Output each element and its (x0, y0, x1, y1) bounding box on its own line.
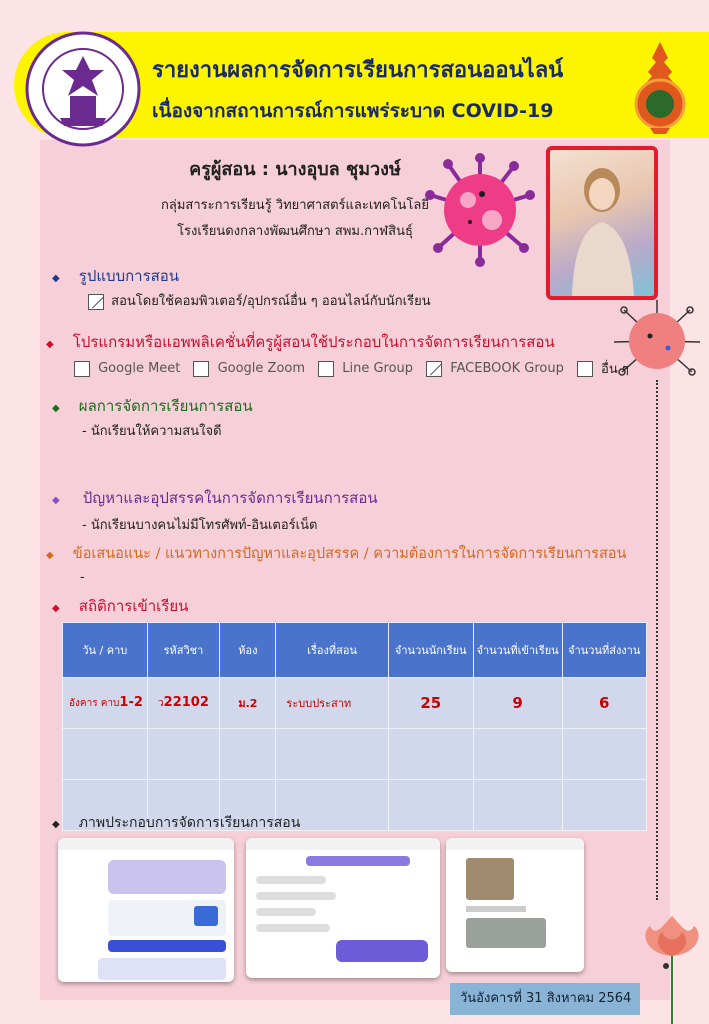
column-header: จำนวนที่ส่งงาน (562, 623, 646, 678)
checkbox-line-group[interactable] (318, 361, 334, 377)
table-header-row (63, 623, 647, 678)
empty-cell (63, 729, 148, 780)
chat-screenshot-3 (446, 838, 584, 972)
diamond-bullet-icon: ◆ (46, 339, 54, 350)
section-teaching-format (52, 264, 179, 288)
chat-screenshot-1 (58, 838, 234, 982)
obec-emblem-icon (624, 40, 696, 136)
section-results (52, 394, 253, 418)
diamond-bullet-icon: ◆ (52, 819, 60, 830)
option-google-zoom: Google Zoom (217, 361, 306, 376)
checkbox-google-meet[interactable] (74, 361, 90, 377)
section-suggestions (46, 542, 626, 565)
empty-cell (220, 729, 276, 780)
option-line-group: Line Group (342, 361, 414, 376)
checkbox-other[interactable] (577, 361, 593, 377)
table-row (63, 678, 647, 729)
results-text: - นักเรียนให้ความสนใจดี (82, 424, 222, 439)
school-emblem-icon (24, 30, 142, 148)
teacher-name: ครูผู้สอน : นางอุบล ชุมวงษ์ (189, 159, 401, 180)
diamond-bullet-icon: ◆ (52, 273, 60, 284)
section-heading: โปรแกรมหรือแอพพลิเคชั่นที่ครูผู้สอนใช้ประกอบในการจัดการเรียนการสอน (72, 333, 555, 351)
empty-cell (147, 729, 220, 780)
empty-cell (473, 729, 562, 780)
empty-cell (388, 729, 473, 780)
teacher-photo (546, 146, 658, 300)
chat-screenshot-2 (246, 838, 440, 978)
empty-cell (388, 780, 473, 831)
checkbox-google-zoom[interactable] (193, 361, 209, 377)
empty-cell (473, 780, 562, 831)
column-header: จำนวนนักเรียน (388, 623, 473, 678)
diamond-bullet-icon: ◆ (46, 550, 54, 561)
report-date: วันอังคารที่ 31 สิงหาคม 2564 (450, 983, 640, 1015)
teaching-format-option (88, 290, 431, 311)
option-facebook-group: FACEBOOK Group (450, 361, 564, 376)
virus-icon (420, 150, 540, 270)
column-header: ห้อง (220, 623, 276, 678)
section-heading: ข้อเสนอแนะ / แนวทางการปัญหาและอุปสรรค / ความต้องการในการจัดการเรียนการสอน (72, 546, 627, 562)
section-heading: ปัญหาและอุปสรรคในการจัดการเรียนการสอน (82, 489, 378, 507)
checkbox-facebook-group[interactable] (426, 361, 442, 377)
school-name: โรงเรียนดงกลางพัฒนศึกษา สพม.กาฬสินธุ์ (177, 224, 413, 239)
app-options (74, 358, 637, 379)
cell-topic: ระบบประสาท (276, 678, 388, 729)
report-subtitle: เนื่องจากสถานการณ์การแพร่ระบาด COVID-19 (152, 100, 554, 122)
empty-cell (276, 729, 388, 780)
empty-cell (562, 780, 646, 831)
problems-text: - นักเรียนบางคนไม่มีโทรศัพท์-อินเตอร์เน็ต (82, 518, 318, 533)
diamond-bullet-icon: ◆ (52, 603, 60, 614)
checkbox-checked[interactable] (88, 294, 104, 310)
option-other: อื่น ๆ (601, 362, 629, 377)
diamond-bullet-icon: ◆ (52, 403, 60, 414)
option-label: สอนโดยใช้คอมพิวเตอร์/อุปกรณ์อื่น ๆ ออนไลน์กับนักเรียน (111, 294, 431, 309)
section-heading: ผลการจัดการเรียนการสอน (78, 397, 253, 415)
section-heading: รูปแบบการสอน (78, 267, 180, 285)
department: กลุ่มสาระการเรียนรู้ วิทยาศาสตร์และเทคโนโลยี (161, 198, 429, 213)
cell-students: 25 (388, 678, 473, 729)
section-apps (46, 330, 555, 354)
column-header: วัน / คาบ (63, 623, 148, 678)
diamond-bullet-icon: ◆ (52, 495, 60, 506)
dotted-line (656, 380, 658, 900)
column-header: เรื่องที่สอน (276, 623, 388, 678)
cell-attended: 9 (473, 678, 562, 729)
option-google-meet: Google Meet (98, 361, 181, 376)
section-photos (52, 812, 300, 834)
cell-day: อังคาร คาบ1-2 (63, 678, 148, 729)
section-attendance (52, 594, 188, 618)
empty-cell (562, 729, 646, 780)
flower-icon (636, 914, 708, 1024)
table-row (63, 729, 647, 780)
report-title: รายงานผลการจัดการเรียนการสอนออนไลน์ (152, 58, 564, 83)
cell-room: ม.2 (220, 678, 276, 729)
section-problems (52, 486, 378, 510)
section-heading: ภาพประกอบการจัดการเรียนการสอน (78, 815, 301, 831)
column-header: จำนวนที่เข้าเรียน (473, 623, 562, 678)
cell-code: ว22102 (147, 678, 220, 729)
section-heading: สถิติการเข้าเรียน (78, 597, 189, 615)
cell-submitted: 6 (562, 678, 646, 729)
column-header: รหัสวิชา (147, 623, 220, 678)
attendance-table (62, 622, 647, 831)
suggestions-text: - (80, 570, 85, 585)
